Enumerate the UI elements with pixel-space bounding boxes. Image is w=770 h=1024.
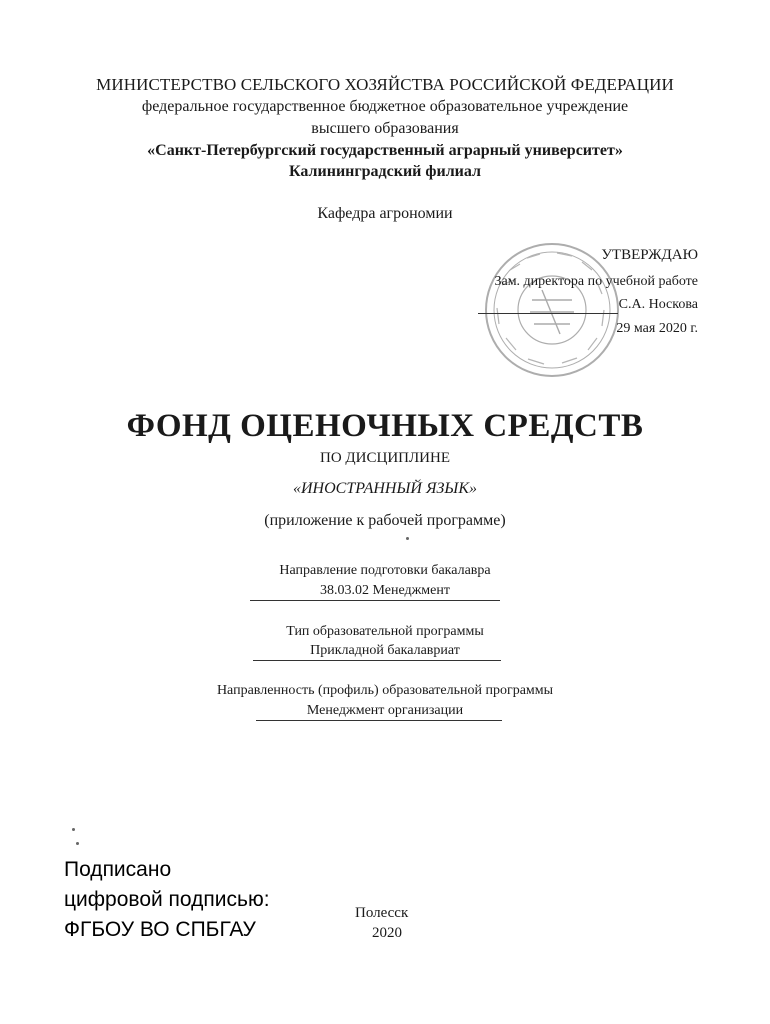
field-label-program-type: Тип образовательной программы (286, 624, 484, 639)
footer-city: Полесск (355, 905, 409, 921)
scan-speck (76, 842, 79, 845)
approver-name: С.А. Носкова (618, 297, 698, 312)
scan-speck (406, 537, 409, 540)
approval-heading: УТВЕРЖДАЮ (601, 247, 698, 263)
field-underline (256, 720, 502, 721)
field-underline (250, 600, 500, 601)
discipline-name: «ИНОСТРАННЫЙ ЯЗЫК» (292, 480, 477, 497)
university-name: «Санкт-Петербургский государственный аграрный университет» (147, 142, 623, 159)
education-level: высшего образования (311, 120, 459, 137)
document-title: ФОНД ОЦЕНОЧНЫХ СРЕДСТВ (126, 408, 644, 444)
appendix-note: (приложение к рабочей программе) (264, 512, 506, 529)
signature-line (478, 313, 618, 314)
field-underline (253, 660, 501, 661)
department-name: Кафедра агрономии (317, 205, 453, 222)
field-label-profile: Направленность (профиль) образовательной программы (216, 683, 554, 698)
digital-signature-line1: Подписано (64, 858, 172, 881)
approval-date: 29 мая 2020 г. (616, 321, 698, 336)
digital-signature-line2: цифровой подписью: (64, 888, 270, 911)
institution-type: федеральное государственное бюджетное образовательное учреждение (141, 98, 629, 115)
field-value-program-type: Прикладной бакалавриат (310, 643, 460, 658)
field-value-profile: Менеджмент организации (306, 703, 464, 718)
field-value-direction: 38.03.02 Менеджмент (320, 583, 450, 598)
branch-name: Калининградский филиал (289, 163, 481, 180)
by-discipline-label: ПО ДИСЦИПЛИНЕ (320, 450, 450, 466)
field-label-direction: Направление подготовки бакалавра (279, 563, 491, 578)
digital-signature-line3: ФГБОУ ВО СПБГАУ (64, 918, 256, 941)
approver-position: Зам. директора по учебной работе (494, 274, 698, 289)
footer-year: 2020 (372, 925, 402, 941)
ministry-heading: МИНИСТЕРСТВО СЕЛЬСКОГО ХОЗЯЙСТВА РОССИЙСКОЙ ФЕДЕРАЦИИ (96, 75, 674, 94)
scan-speck (72, 828, 75, 831)
